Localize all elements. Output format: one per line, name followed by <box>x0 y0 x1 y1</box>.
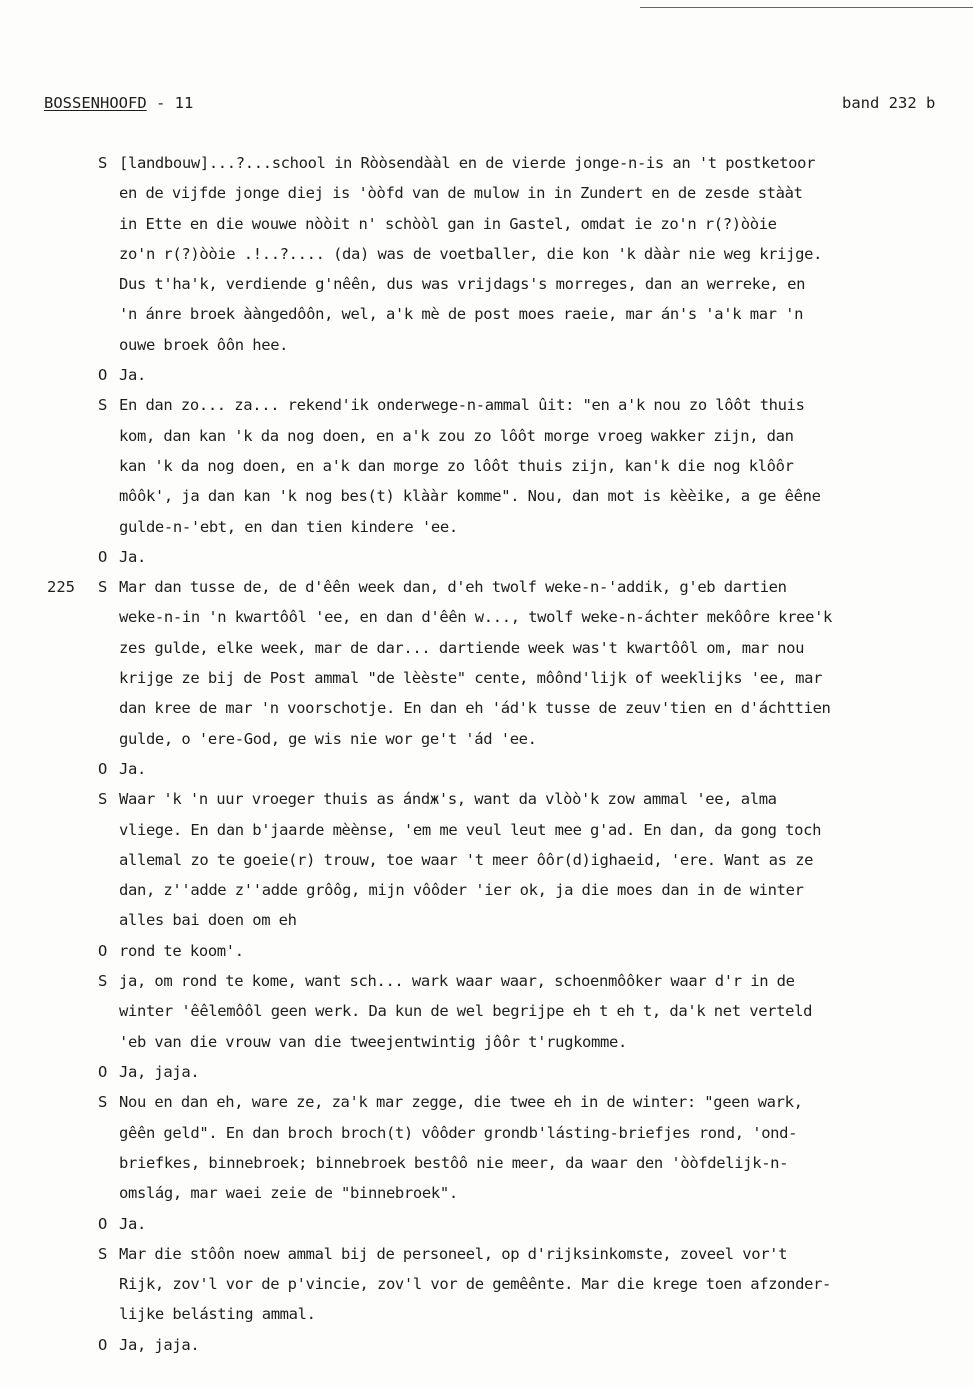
text-line: gulde, o 'ere-God, ge wis nie wor ge't 'ád 'ee. <box>119 729 537 748</box>
text-line: zo'n r(?)òòie .!..?.... (da) was de voetballer, die kon 'k dààr nie weg krijge. <box>119 244 823 263</box>
transcript-turn <box>0 542 973 572</box>
text-line: Ja, jaja. <box>119 1335 200 1354</box>
text-line: dan kree de mar 'n voorschotje. En dan eh 'ád'k tusse de zeuv'tien en d'áchttien <box>119 699 831 718</box>
text-line: kom, dan kan 'k da nog doen, en a'k zou zo lôôt morge vroeg wakker zijn, dan <box>119 426 794 445</box>
text-line: Ja. <box>119 1214 146 1233</box>
speaker-label: O <box>98 1214 108 1233</box>
transcript-turn <box>0 572 973 754</box>
text-line: ja, om rond te kome, want sch... wark waar waar, schoenmôôker waar d'r in de <box>119 972 795 991</box>
transcript-turn <box>0 390 973 542</box>
text-line: kan 'k da nog doen, en a'k dan morge zo lôôt thuis zijn, kan'k die nog klôôr <box>119 456 794 475</box>
utterance-text <box>119 784 971 935</box>
margin-line-number: 225 <box>47 578 75 597</box>
transcript-turn <box>0 148 973 360</box>
band-label: band 232 b <box>842 94 936 112</box>
text-line: omslág, mar waei zeie de "binnebroek". <box>119 1184 458 1203</box>
text-line: gulde-n-'ebt, en dan tien kindere 'ee. <box>119 517 458 536</box>
text-line: Mar die stôôn noew ammal bij de personeel, op d'rijksinkomste, zoveel vor't <box>119 1244 788 1263</box>
utterance-text <box>119 360 971 390</box>
text-line: krijge ze bij de Post ammal "de lèèste" cente, môônd'lijk of weeklijks 'ee, mar <box>119 669 823 688</box>
utterance-text <box>119 1209 971 1239</box>
text-line: Waar 'k 'n uur vroeger thuis as ándж's, want da vlòò'k zow ammal 'ee, alma <box>119 790 777 809</box>
utterance-text <box>119 1087 971 1208</box>
speaker-label: O <box>98 760 108 778</box>
speaker-label: S <box>98 1093 108 1112</box>
transcript-turn <box>0 1239 973 1330</box>
speaker-label: O <box>98 366 108 385</box>
speaker-label: S <box>98 578 108 597</box>
transcript-turn <box>0 936 973 966</box>
speaker-label: S <box>98 1244 108 1263</box>
transcript-turn <box>0 1209 973 1239</box>
utterance-text <box>119 1239 971 1330</box>
speaker-label: O <box>98 1063 108 1081</box>
utterance-text <box>119 936 971 966</box>
speaker-label: S <box>98 396 108 415</box>
text-line: allemal zo te goeie(r) trouw, toe waar 't meer ôôr(d)ighaeid, 'ere. Want as ze <box>119 850 814 869</box>
utterance-text <box>119 1330 971 1360</box>
utterance-text <box>119 1057 971 1087</box>
text-line: Rijk, zov'l vor de p'vincie, zov'l vor de gemêênte. Mar die krege toen afzonder- <box>119 1275 832 1294</box>
transcript-turn <box>0 754 973 784</box>
utterance-text <box>119 572 971 754</box>
transcript-turn <box>0 784 973 936</box>
utterance-text <box>119 966 971 1057</box>
speaker-label: O <box>98 1335 108 1354</box>
top-rule <box>640 7 973 8</box>
transcript-turn <box>0 360 973 390</box>
text-line: lijke belásting ammal. <box>119 1305 316 1324</box>
text-line: Ja, jaja. <box>119 1063 200 1081</box>
transcript-turn <box>0 1087 973 1208</box>
text-line: Mar dan tusse de, de d'êên week dan, d'eh twolf weke-n-'addik, g'eb dartien <box>119 578 787 597</box>
text-line: En dan zo... za... rekend'ik onderwege-n-ammal ûit: "en a'k nou zo lôôt thuis <box>119 396 805 415</box>
interview-title: BOSSENHOOFD <box>44 94 147 112</box>
page-number: - 11 <box>146 94 194 112</box>
text-line: gêên geld". En dan broch broch(t) vôôder grondb'lásting-briefjes rond, 'ond- <box>119 1123 798 1142</box>
text-line: [landbouw]...?...school in Ròòsendààl en de vierde jonge-n-is an 't postketoor <box>119 154 816 172</box>
speaker-label: O <box>98 941 108 960</box>
utterance-text <box>119 542 971 572</box>
utterance-text <box>119 148 971 360</box>
text-line: weke-n-in 'n kwartôôl 'ee, en dan d'êên w..., twolf weke-n-áchter mekôôre kree'k <box>119 608 833 627</box>
text-line: 'n ánre broek ààngedôôn, wel, a'k mè de post moes raeie, mar án's 'a'k mar 'n <box>119 305 804 324</box>
transcript-turn <box>0 1057 973 1087</box>
text-line: Ja. <box>119 547 146 566</box>
page-header-left <box>44 93 193 113</box>
text-line: môôk', ja dan kan 'k nog bes(t) klààr komme". Nou, dan mot is kèèike, a ge êêne <box>119 487 821 506</box>
transcript-turn <box>0 966 973 1057</box>
speaker-label: S <box>98 154 108 172</box>
text-line: Nou en dan eh, ware ze, za'k mar zegge, die twee eh in de winter: "geen wark, <box>119 1093 803 1112</box>
text-line: dan, z''adde z''adde grôôg, mijn vôôder 'ier ok, ja die moes dan in de winter <box>119 881 804 900</box>
utterance-text <box>119 390 971 541</box>
text-line: zes gulde, elke week, mar de dar... dartiende week was't kwartôôl om, mar nou <box>119 638 805 657</box>
speaker-label: S <box>98 972 108 991</box>
text-line: Dus t'ha'k, verdiende g'nêên, dus was vrijdags's morreges, dan an werreke, en <box>119 275 806 294</box>
text-line: vliege. En dan b'jaarde mèènse, 'em me veul leut mee g'ad. En dan, da gong toch <box>119 820 822 839</box>
speaker-label: O <box>98 547 108 566</box>
text-line: Ja. <box>119 760 146 778</box>
text-line: winter 'êêlemôôl geen werk. Da kun de wel begrijpe eh t eh t, da'k net verteld <box>119 1002 813 1021</box>
text-line: in Ette en die wouwe nòòit n' schòòl gan in Gastel, omdat ie zo'n r(?)òòie <box>119 214 777 233</box>
text-line: 'eb van die vrouw van die tweejentwintig jôôr t'rugkomme. <box>119 1032 627 1051</box>
text-line: briefkes, binnebroek; binnebroek bestôô nie meer, da waar den 'òòfdelijk-n- <box>119 1153 789 1172</box>
text-line: ouwe broek ôôn hee. <box>119 335 289 354</box>
utterance-text <box>119 754 971 784</box>
text-line: alles bai doen om eh <box>119 911 297 930</box>
speaker-label: S <box>98 790 108 809</box>
text-line: Ja. <box>119 366 146 385</box>
transcript-turn <box>0 1330 973 1360</box>
text-line: en de vijfde jonge diej is 'òòfd van de mulow in in Zundert en de zesde stààt <box>119 184 803 203</box>
text-line: rond te koom'. <box>119 941 244 960</box>
